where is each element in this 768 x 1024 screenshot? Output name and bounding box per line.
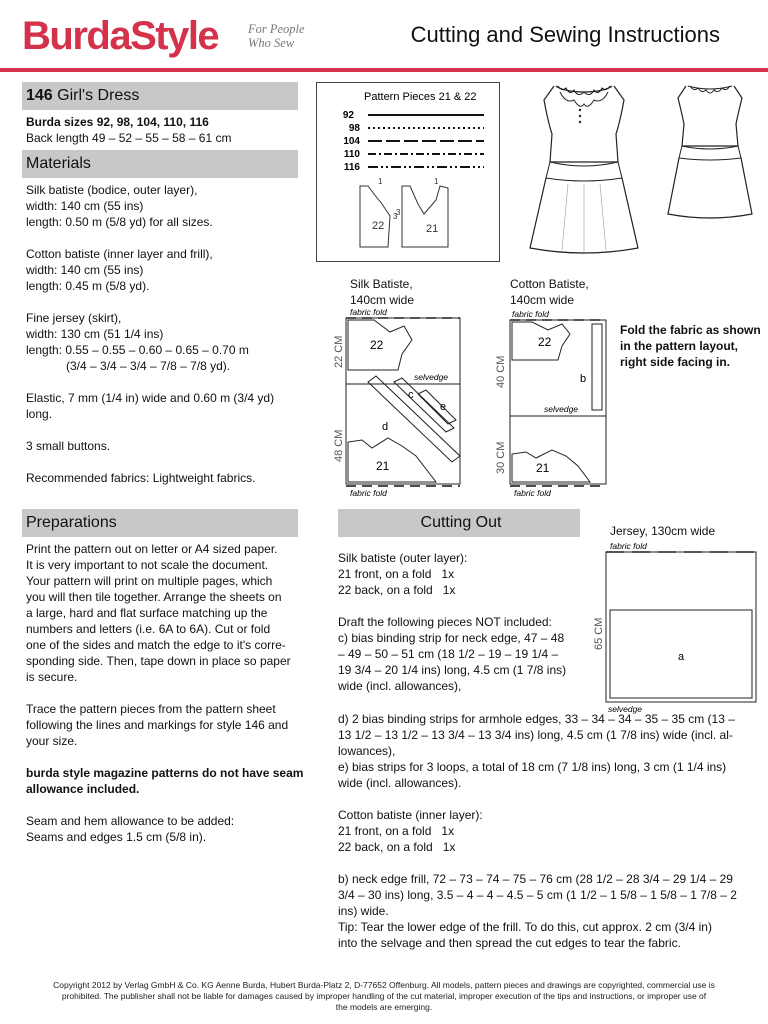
cotton-selvedge-label: selvedge [544,404,579,414]
cotton-strip-b [592,324,602,410]
cutting-piece-e: e) bias strips for 3 loops, a total of 18 cm (7 1/8 ins) long, 3 cm (1 1/4 ins) wide (incl. allowances). [338,760,727,790]
pattern-sizes: Burda sizes 92, 98, 104, 110, 116 [26,115,209,129]
jersey-layout-title: Jersey, 130cm wide [610,524,716,538]
prep-paragraph-seam-warning: burda style magazine patterns do not have seam allowance included. [26,766,304,796]
piece-21-label: 21 [426,223,439,235]
prep-paragraph-trace: Trace the pattern pieces from the pattern sheet following the lines and markings for style 146 and your size. [26,702,289,748]
materials-list [26,182,306,502]
piece-21-mark-1: 1 [434,177,439,186]
fold-note: Fold the fabric as shown in the pattern layout, right side facing in. [620,323,761,369]
dress-back-illustration [664,80,756,222]
cutting-details-block [338,711,764,951]
preparations-heading: Preparations [22,509,298,537]
jersey-fabric-fold: fabric fold [610,541,647,551]
jersey-letter-a: a [678,651,685,663]
piece-21-mark-3: 3 [396,208,401,217]
cutting-cotton-front: 21 front, on a fold 1x [338,824,455,838]
pattern-title-bar [22,82,298,110]
cutting-piece-c: c) bias binding strip for neck edge, 47 – 48 – 49 – 50 – 51 cm (18 1/2 – 19 – 19 1/4 – 19 3/4 – 20 1/4 ins) long, 4.5 cm (1 7/8 ins) wide (incl. allowances), [338,631,567,693]
size-label-92: 92 [342,110,354,121]
size-label-116: 116 [343,162,360,173]
piece-22-mark-1: 1 [378,177,383,186]
cotton-letter-b: b [580,373,587,385]
pattern-sizes-block [26,114,298,146]
prep-paragraph-allowance: Seam and hem allowance to be added: Seams and edges 1.5 cm (5/8 in). [26,814,235,844]
size-label-104: 104 [343,136,360,147]
cutting-cotton-heading: Cotton batiste (inner layer): [338,808,483,822]
pattern-pieces-title: Pattern Pieces 21 & 22 [364,91,477,103]
cotton-fabric-fold-top: fabric fold [512,309,549,319]
pattern-name: Girl's Dress [57,87,140,104]
silk-letter-c: c [408,389,414,401]
pattern-pieces-diagram [316,82,500,262]
back-length: Back length 49 – 52 – 55 – 58 – 61 cm [26,131,232,145]
size-legend [343,110,361,173]
silk-piece-21 [348,438,436,482]
document-title: Cutting and Sewing Instructions [410,22,720,47]
cotton-piece-22-label: 22 [538,335,552,349]
prep-paragraph-print: Print the pattern out on letter or A4 sized paper. It is very important to not scale the document. Your pattern will print on multiple pages, which you will then tile together. Arrange the sheets on a large, hard and flat surface matching up the numbers and letters (i.e. 6A to 6A). Cut or fold one of the sides and match the edge to it's corre- sponding side. Then, tape down in place so paper is secure. [26,542,291,684]
silk-dim-22cm: 22 CM [333,335,345,368]
size-label-110: 110 [343,149,360,160]
jersey-dim-65cm: 65 CM [593,617,605,650]
material-jersey: Fine jersey (skirt), width: 130 cm (51 1/4 ins) length: 0.55 – 0.55 – 0.60 – 0.65 – 0.70 m (3/4 – 3/4 – 3/4 – 7/8 – 7/8 yd). [26,311,249,373]
material-cotton: Cotton batiste (inner layer and frill), width: 140 cm (55 ins) length: 0.45 m (5/8 yd). [26,247,213,293]
cutting-draft-heading: Draft the following pieces NOT included: [338,615,552,629]
piece-21-outline [402,186,448,247]
cutting-piece-b: b) neck edge frill, 72 – 73 – 74 – 75 – 76 cm (28 1/2 – 28 3/4 – 29 1/4 – 29 3/4 – 30 ins) long, 3.5 – 4 – 4 – 4.5 – 5 cm (1 1/2 – 1 5/8 – 1 5/8 – 1 7/8 – 2 ins) wide. [338,872,737,918]
silk-fabric-fold-top: fabric fold [350,307,387,317]
silk-fabric-fold-bottom: fabric fold [350,488,387,498]
cotton-layout-diagram [486,306,610,500]
brand-tagline: For People Who Sew [248,22,305,50]
piece-22-label: 22 [372,220,385,232]
cutting-silk-front: 21 front, on a fold 1x [338,567,455,581]
cutting-piece-d: d) 2 bias binding strips for armhole edges, 33 – 34 – 34 – 35 – 35 cm (13 – 13 1/2 – 13 1/2 – 13 3/4 – 13 3/4 ins) long, 4.5 cm (1 7/8 ins) wide (incl. al- lowances), [338,712,735,758]
material-elastic: Elastic, 7 mm (1/4 in) wide and 0.60 m (3/4 yd) long. [26,391,275,421]
pattern-number: 146 [26,87,53,104]
silk-layout-title: Silk Batiste, 140cm wide [350,277,415,307]
piece-22-mark-3: 3 [393,212,398,221]
cotton-dim-40cm: 40 CM [495,355,507,388]
jersey-selvedge-label: selvedge [608,704,643,714]
header-divider [0,68,768,72]
cotton-piece-21 [512,450,590,482]
cutting-tip: Tip: Tear the lower edge of the frill. To do this, cut approx. 2 cm (3/4 in) into the selvage and then spread the cut edges to tear the fabric. [338,920,712,950]
copyright-footer: Copyright 2012 by Verlag GmbH & Co. KG Aenne Burda, Hubert Burda-Platz 2, D-77652 Offenburg. All models, pattern pieces and drawings are copyrighted, commercial use is prohibited. The publisher shall not be liable for damages caused by improper handling of the cut material, improper execution of the tips and instructions, or improper use of the models are emerging. [53,980,715,1012]
cutting-silk-block [338,550,588,694]
silk-layout-diagram [326,306,466,500]
dress-front-illustration [526,80,644,258]
cutting-silk-heading: Silk batiste (outer layer): [338,551,468,565]
cotton-layout-title: Cotton Batiste, 140cm wide [510,277,589,307]
cotton-fabric-fold-bottom: fabric fold [514,488,551,498]
cotton-dim-30cm: 30 CM [495,441,507,474]
brand-name: BurdaStyle [22,14,219,58]
silk-letter-d: d [382,421,389,433]
silk-strip-e [418,390,456,424]
cutting-out-heading: Cutting Out [338,509,580,537]
cotton-piece-21-label: 21 [536,461,550,475]
silk-letter-e: e [440,401,447,413]
material-silk: Silk batiste (bodice, outer layer), width: 140 cm (55 ins) length: 0.50 m (5/8 yd) for all sizes. [26,183,213,229]
jersey-layout-diagram [586,538,762,714]
burdastyle-logo [22,10,322,62]
piece-22-outline [360,186,390,247]
materials-heading: Materials [22,150,298,178]
material-recommended: Recommended fabrics: Lightweight fabrics. [26,471,256,485]
cutting-cotton-back: 22 back, on a fold 1x [338,840,456,854]
silk-selvedge-label: selvedge [414,372,449,382]
silk-dim-48cm: 48 CM [333,429,345,462]
cutting-silk-back: 22 back, on a fold 1x [338,583,456,597]
silk-piece-21-label: 21 [376,459,390,473]
silk-piece-22-label: 22 [370,338,384,352]
size-label-98: 98 [348,123,360,134]
preparations-text [26,541,312,861]
material-buttons: 3 small buttons. [26,439,111,453]
